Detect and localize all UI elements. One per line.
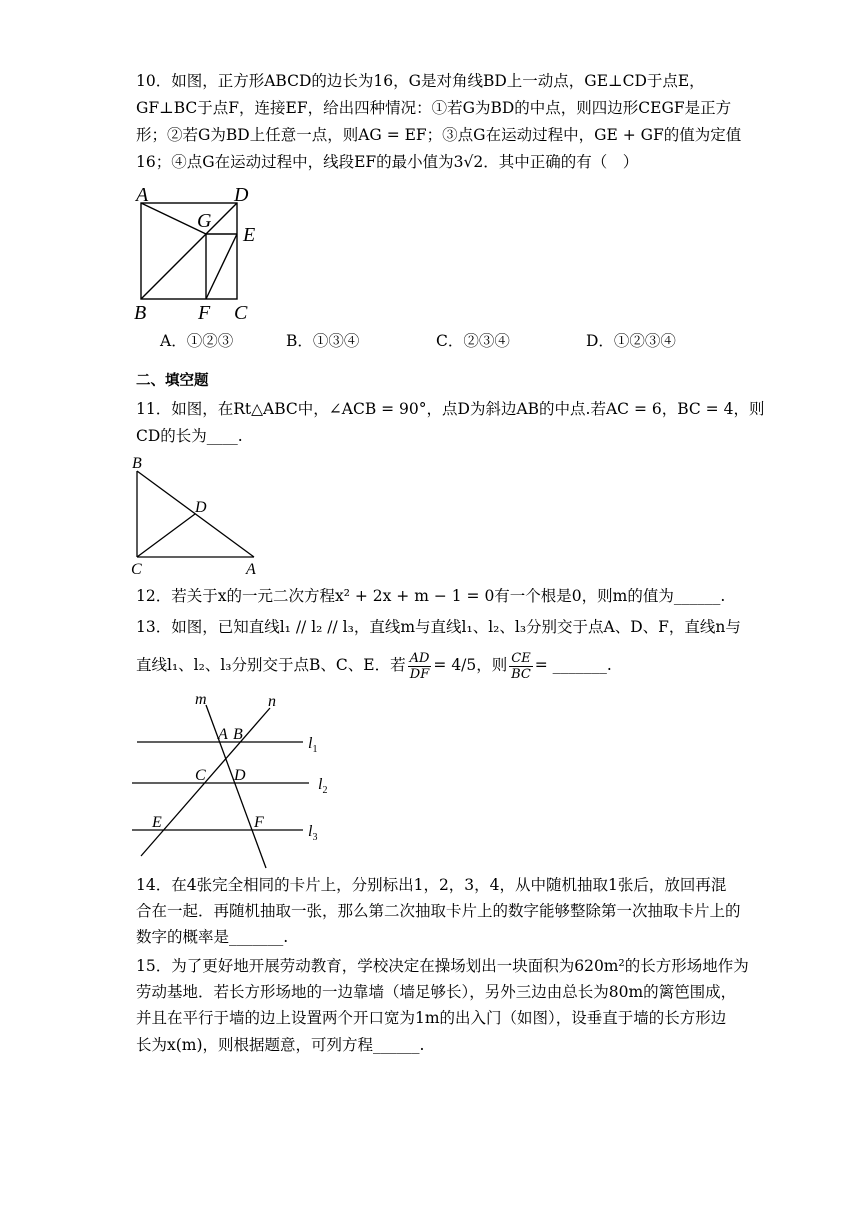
label-b: B xyxy=(132,455,142,472)
q10-option-b: B．①③④ xyxy=(286,332,360,350)
label-f: F xyxy=(254,814,264,831)
q15-line-2: 劳动基地．若长方形场地的一边靠墙（墙足够长），另外三边由总长为80m的篱笆围成， xyxy=(136,983,737,1001)
label-d: D xyxy=(234,184,249,206)
question-12: 12．若关于x的一元二次方程x² + 2x + m − 1 = 0有一个根是0，则m的值为______. xyxy=(136,587,726,605)
q10-option-d: D．①②③④ xyxy=(586,332,676,350)
label-l3: $l_3$ xyxy=(308,823,318,843)
q14-line-2: 合在一起．再随机抽取一张，那么第二次抽取卡片上的数字能够整除第一次抽取卡片上的 xyxy=(136,902,741,920)
section-title: 二、填空题 xyxy=(136,373,209,389)
q10-option-c: C．②③④ xyxy=(436,332,510,350)
label-a: A xyxy=(246,561,256,578)
label-g: G xyxy=(197,210,212,232)
q11-line-1: 11．如图，在Rt△ABC中，∠ACB = 90°，点D为斜边AB的中点.若AC = 6，BC = 4，则 xyxy=(136,400,765,418)
q13-line-1: 13．如图，已知直线l₁ // l₂ // l₃，直线m与直线l₁、l₂、l₃分别交于点A、D、F，直线n与 xyxy=(136,618,741,636)
label-l1: $l_1$ xyxy=(308,735,318,755)
label-d: D xyxy=(195,499,207,516)
ratio-ad-df-denominator: DF xyxy=(409,666,430,682)
label-a: A xyxy=(218,726,228,743)
ratio-value-text: = 4/5，则 xyxy=(433,656,508,674)
label-c: C xyxy=(234,302,248,322)
label-a: A xyxy=(136,184,149,206)
answer-blank: = _______. xyxy=(534,656,612,674)
label-b: B xyxy=(134,302,147,322)
q10-line-2: GF⊥BC于点F，连接EF，给出四种情况：①若G为BD的中点，则四边形CEGF是正方 xyxy=(136,99,732,117)
q10-option-a: A．①②③ xyxy=(160,332,234,350)
q10-line-3: 形；②若G为BD上任意一点，则AG = EF；③点G在运动过程中，GE + GF的值为定值 xyxy=(136,126,742,144)
right-triangle-figure xyxy=(126,452,266,580)
label-f: F xyxy=(198,302,211,322)
ratio-ad-df-numerator: AD xyxy=(409,650,430,666)
label-d: D xyxy=(234,767,246,784)
label-n: n xyxy=(268,693,276,710)
q14-line-1: 14．在4张完全相同的卡片上，分别标出1，2，3，4，从中随机抽取1张后，放回再混 xyxy=(136,876,727,894)
q11-line-2: CD的长为____. xyxy=(136,427,243,445)
label-b: B xyxy=(233,726,243,743)
label-m: m xyxy=(195,691,207,708)
q10-line-4: 16；④点G在运动过程中，线段EF的最小值为3√2．其中正确的有（ ） xyxy=(136,153,639,171)
label-l2: $l_2$ xyxy=(318,776,328,796)
q13-line-2 xyxy=(136,648,612,682)
label-c: C xyxy=(131,561,142,578)
q15-line-1: 15．为了更好地开展劳动教育，学校决定在操场划出一块面积为620m²的长方形场地作为 xyxy=(136,957,749,975)
ratio-ad-df xyxy=(408,651,432,682)
square-abcd-figure xyxy=(128,180,278,322)
parallel-lines-figure xyxy=(126,688,336,870)
ratio-ce-bc-numerator: CE xyxy=(511,650,531,666)
q13-line-2-text: 直线l₁、l₂、l₃分别交于点B、C、E．若 xyxy=(136,656,406,674)
q15-line-3: 并且在平行于墙的边上设置两个开口宽为1m的出入门（如图），设垂直于墙的长方形边 xyxy=(136,1009,727,1027)
label-e: E xyxy=(243,224,256,246)
ratio-ce-bc xyxy=(509,651,532,682)
q15-line-4: 长为x(m)，则根据题意，可列方程______. xyxy=(136,1036,425,1054)
label-e: E xyxy=(152,814,162,831)
ratio-ce-bc-denominator: BC xyxy=(511,666,531,682)
q14-line-3: 数字的概率是_______. xyxy=(136,928,289,946)
label-c: C xyxy=(195,767,206,784)
q10-line-1: 10．如图，正方形ABCD的边长为16，G是对角线BD上一动点，GE⊥CD于点E， xyxy=(136,72,705,90)
